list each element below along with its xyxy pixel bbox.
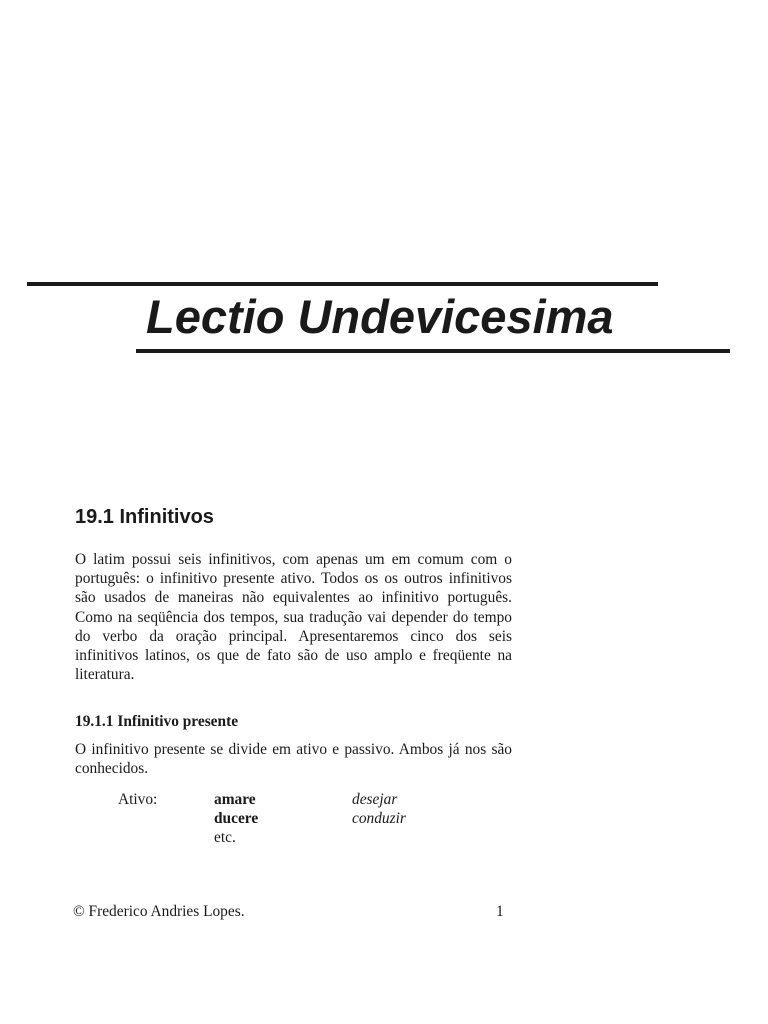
subsection-paragraph: O infinitivo presente se divide em ativo e passivo. Ambos já nos são conhecidos. [75,741,512,778]
chapter-rule-bottom [136,349,730,353]
example-latin: ducere [214,810,259,827]
examples-label: Ativo: [118,791,158,808]
subsection-heading: 19.1.1 Infinitivo presente [75,713,239,730]
footer-copyright: © Frederico Andries Lopes. [73,903,245,920]
section-paragraph: O latim possui seis infinitivos, com apenas um em comum com o português: o infinitivo presente ativo. Todos os os outros infinitivos são usados de maneiras não equivalentes ao infinitivo português. Como na seqüência dos tempos, sua tradução vai depender do tempo do verbo da oração principal. Apresentaremos cinco dos seis infinitivos latinos, os que de fato são de uso amplo e freqüente na literatura. [75,551,512,684]
example-translation: conduzir [352,810,406,827]
examples-etc: etc. [214,829,236,846]
chapter-title: Lectio Undevicesima [146,290,614,343]
example-translation: desejar [352,791,398,808]
chapter-rule-top [27,282,658,286]
section-heading: 19.1 Infinitivos [75,506,214,528]
page-number: 1 [496,903,504,920]
example-latin: amare [214,791,256,808]
